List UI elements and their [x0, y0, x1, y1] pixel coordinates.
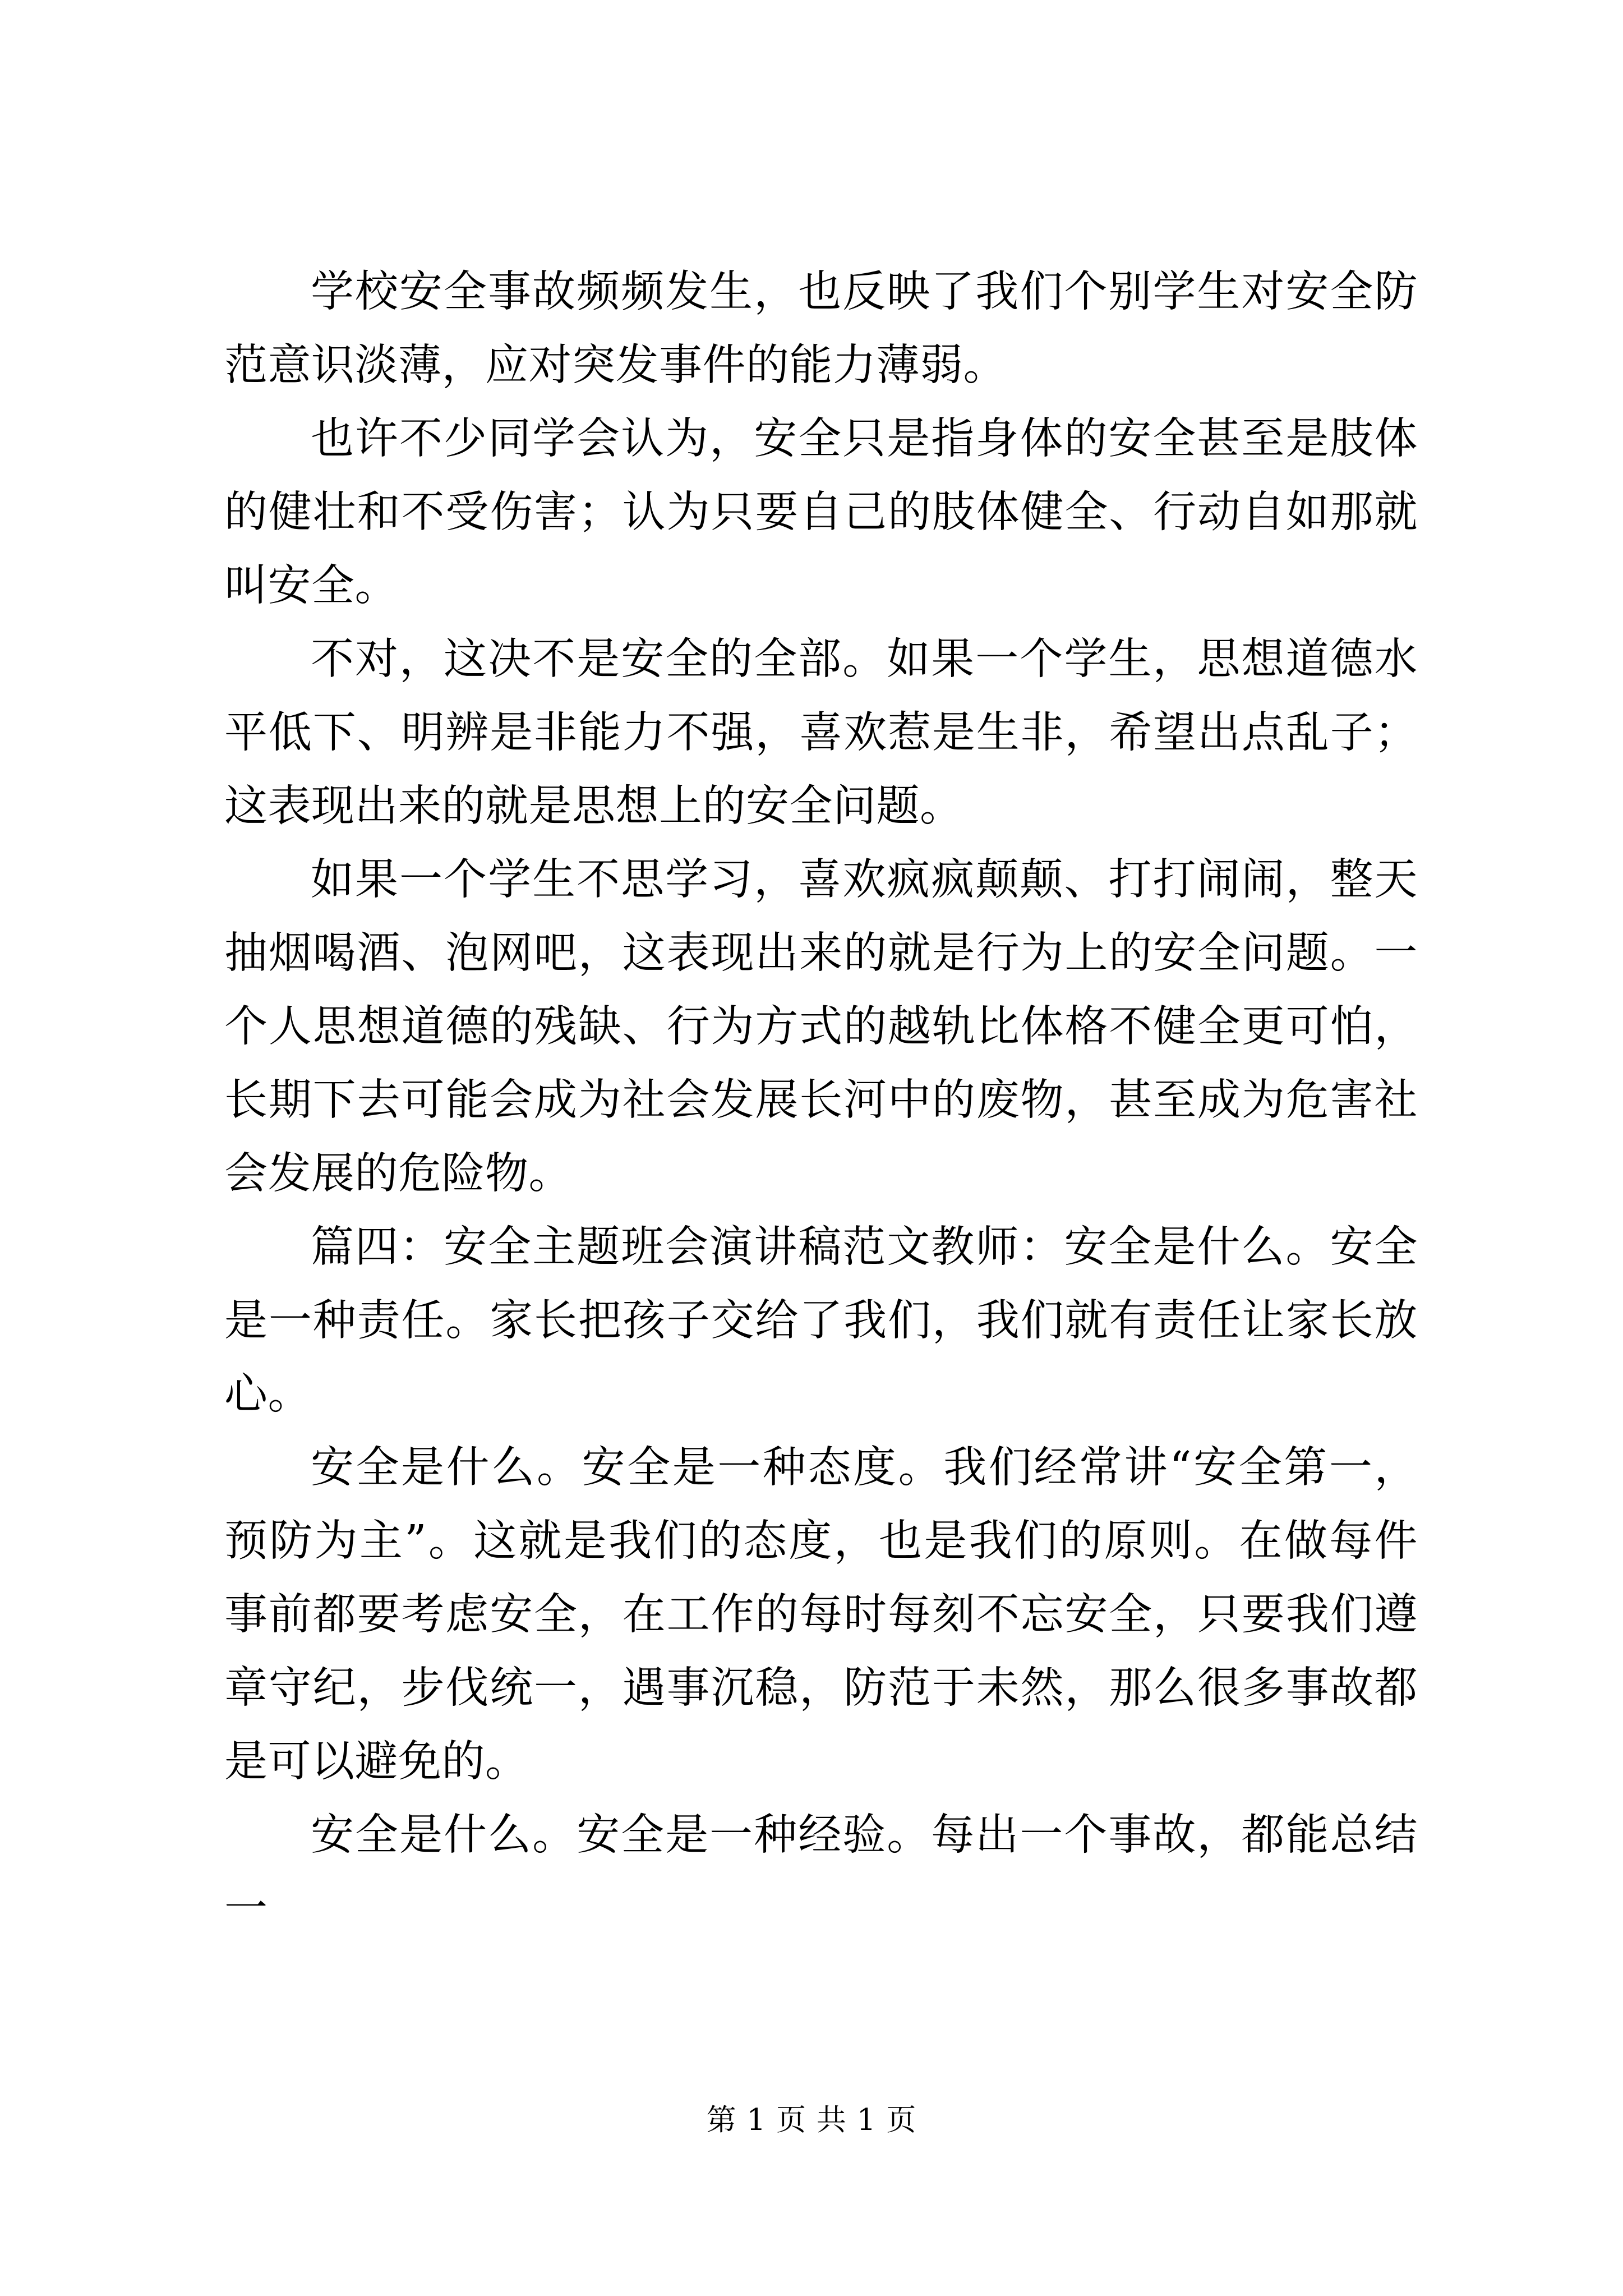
paragraph: 不对，这决不是安全的全部。如果一个学生，思想道德水平低下、明辨是非能力不强，喜欢惹是生非，希望出点乱子；这表现出来的就是思想上的安全问题。: [224, 634, 1418, 831]
paragraph: 如果一个学生不思学习，喜欢疯疯颠颠、打打闹闹，整天抽烟喝酒、泡网吧，这表现出来的就是行为上的安全问题。一个人思想道德的残缺、行为方式的越轨比体格不健全更可怕，长期下去可能会成为社会发展长河中的废物，甚至成为危害社会发展的危险物。: [224, 855, 1418, 1199]
paragraph: 安全是什么。安全是一种态度。我们经常讲“安全第一，预防为主”。这就是我们的态度，也是我们的原则。在做每件事前都要考虑安全，在工作的每时每刻不忘安全，只要我们遵章守纪，步伐统一，遇事沉稳，防范于未然，那么很多事故都是可以避免的。: [224, 1443, 1418, 1787]
document-body: [224, 255, 1418, 1945]
paragraph: 篇四：安全主题班会演讲稿范文教师：安全是什么。安全是一种责任。家长把孩子交给了我们，我们就有责任让家长放心。: [224, 1222, 1418, 1419]
paragraph: 安全是什么。安全是一种经验。每出一个事故，都能总结一: [224, 1810, 1418, 1934]
paragraph: 学校安全事故频频发生，也反映了我们个别学生对安全防范意识淡薄，应对突发事件的能力薄弱。: [224, 267, 1418, 390]
page-footer: 第 1 页 共 1 页: [706, 2103, 917, 2137]
paragraph: 也许不少同学会认为，安全只是指身体的安全甚至是肢体的健壮和不受伤害；认为只要自己的肢体健全、行动自如那就叫安全。: [224, 414, 1418, 611]
